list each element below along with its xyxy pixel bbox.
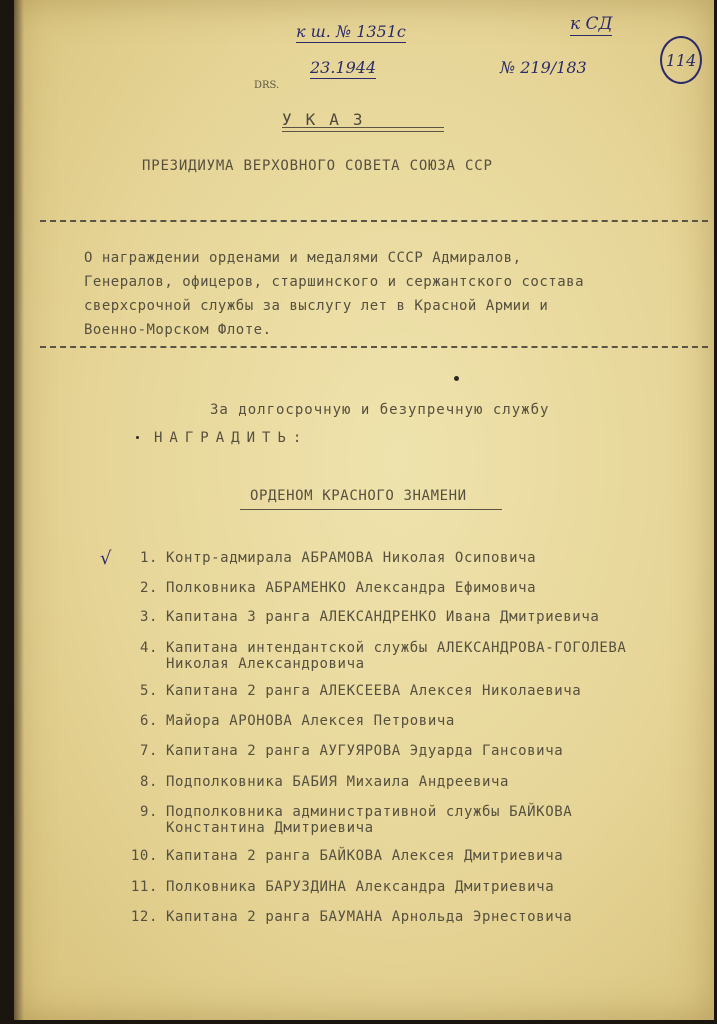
registration-number: № 219/183 [500,58,587,77]
item-number: 2. [139,580,158,596]
item-continuation: Николая Александровича [166,656,365,672]
ink-dot [454,376,459,381]
handwritten-date: 23.1944 [310,58,377,77]
item-number: 5. [139,683,158,699]
list-item [114,848,563,864]
list-item [114,774,509,790]
item-text: Капитана 3 ранга АЛЕКСАНДРЕНКО Ивана Дмитриевича [166,609,600,625]
page-number-stamp: 114 [660,36,702,84]
item-text: Подполковника административной службы БАЙКОВА [166,804,573,820]
list-item [114,743,563,759]
bottom-divider [40,346,708,348]
title-underline [282,127,444,128]
item-text: Капитана интендантской службы АЛЕКСАНДРОВА-ГОГОЛЕВА [166,640,627,656]
preamble: За долгосрочную и безупречную службу [210,402,550,418]
item-text: Капитана 2 ранга АУГУЯРОВА Эдуарда Гансовича [166,743,564,759]
item-text: Майора АРОНОВА Алексея Петровича [166,713,455,729]
order-underline [240,509,502,510]
title-underline-2 [282,131,444,132]
item-number: 9. [139,804,158,820]
list-item [114,580,536,596]
decree-subject: О награждении орденами и медалями СССР Адмиралов, Генералов, офицеров, старшинского и сержантского состава сверхсрочной службы за выслугу лет в Красной Армии и Военно-Морском Флоте. [84,250,585,338]
item-text: Полковника БАРУЗДИНА Александра Дмитриевича [166,879,555,895]
item-number: 7. [139,743,158,759]
list-item [114,804,572,836]
item-number: 6. [139,713,158,729]
action-heading: НАГРАДИТЬ: [154,430,309,446]
item-number: 8. [139,774,158,790]
list-item [114,713,455,729]
ink-dot-2 [136,436,139,439]
list-item [114,879,554,895]
list-item [114,609,599,625]
item-text: Капитана 2 ранга БАУМАНА Арнольда Эрнестовича [166,909,573,925]
item-text: Капитана 2 ранга АЛЕКСЕЕВА Алексея Николаевича [166,683,582,699]
item-text: Подполковника БАБИЯ Михаила Андреевича [166,774,510,790]
page-edge-shadow [14,0,24,1020]
handwritten-mark: к СД [570,14,613,34]
list-item [114,909,572,925]
item-number: 1. [139,550,158,566]
stray-mark: DRS. [254,80,280,91]
item-number: 4. [139,640,158,656]
item-text: Капитана 2 ранга БАЙКОВА Алексея Дмитриевича [166,848,564,864]
list-item [114,640,626,672]
list-item [114,550,536,566]
item-continuation: Константина Дмитриевича [166,820,374,836]
item-number: 10. [130,848,158,864]
item-number: 11. [130,879,158,895]
item-text: Полковника АБРАМЕНКО Александра Ефимовича [166,580,537,596]
top-divider [40,220,708,222]
document-page [14,0,714,1020]
item-number: 12. [130,909,158,925]
archive-reference: к ш. № 1351с [296,22,406,41]
issuer-line: ПРЕЗИДИУМА ВЕРХОВНОГО СОВЕТА СОЮЗА ССР [142,158,493,174]
check-mark-icon: √ [100,548,112,569]
item-text: Контр-адмирала АБРАМОВА Николая Осиповича [166,550,537,566]
order-heading: ОРДЕНОМ КРАСНОГО ЗНАМЕНИ [250,488,467,504]
document-title: УКАЗ [282,110,377,129]
list-item [114,683,581,699]
item-number: 3. [139,609,158,625]
